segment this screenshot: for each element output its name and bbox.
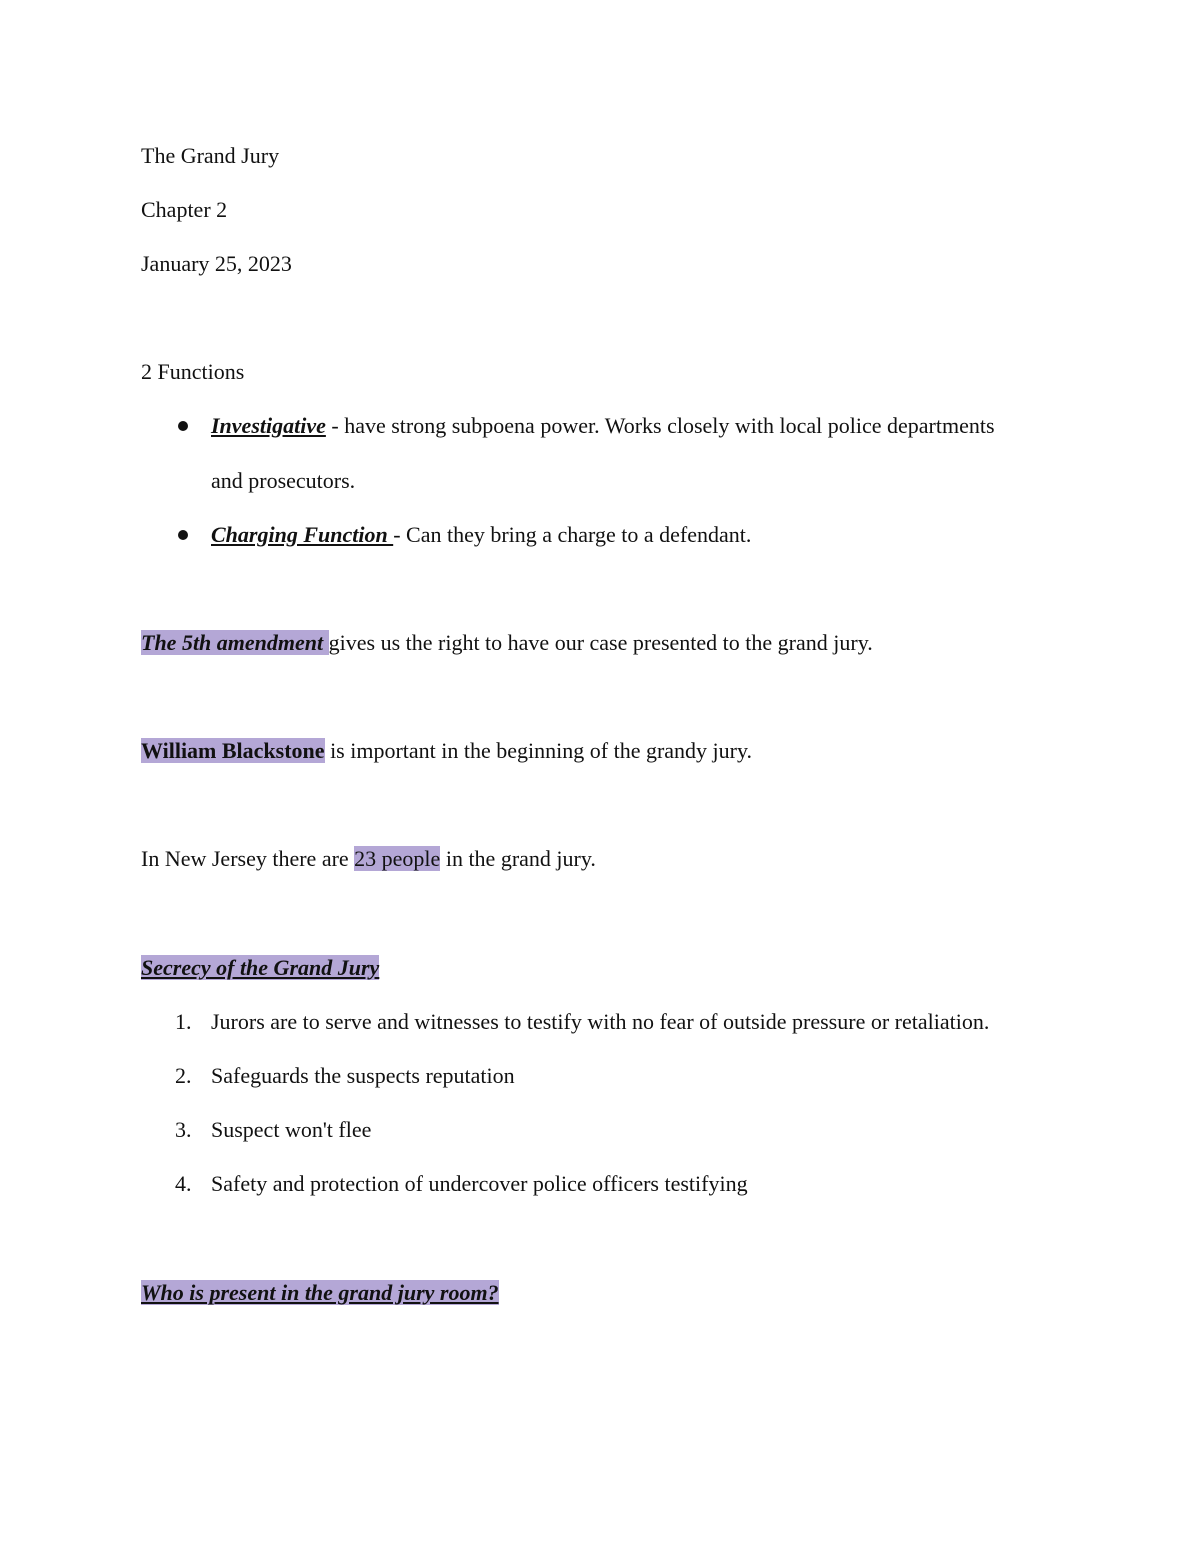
new-jersey-text-before: In New Jersey there are (141, 846, 355, 871)
secrecy-heading-text: Secrecy of the Grand Jury (141, 955, 380, 980)
function-term: Investigative (211, 413, 326, 438)
list-number: 2. (175, 1063, 192, 1088)
new-jersey-paragraph (141, 846, 596, 872)
amendment-highlight: The 5th amendment (141, 630, 329, 655)
bullet-icon (178, 530, 188, 540)
list-number: 1. (175, 1009, 192, 1034)
function-item-investigative (211, 413, 995, 439)
list-number: 3. (175, 1117, 192, 1142)
chapter-label: Chapter 2 (141, 197, 228, 222)
blackstone-text: is important in the beginning of the grandy jury. (324, 738, 753, 763)
bullet-icon (178, 421, 188, 431)
secrecy-item: Safety and protection of undercover police officers testifying (211, 1171, 748, 1196)
list-number: 4. (175, 1171, 192, 1196)
new-jersey-text-after: in the grand jury. (440, 846, 596, 871)
secrecy-item: Safeguards the suspects reputation (211, 1063, 515, 1088)
document-title: The Grand Jury (141, 143, 280, 168)
function-description: - Can they bring a charge to a defendant. (393, 522, 752, 547)
amendment-text: gives us the right to have our case presented to the grand jury. (328, 630, 873, 655)
secrecy-item: Suspect won't flee (211, 1117, 372, 1142)
function-description: - have strong subpoena power. Works closely with local police departments (325, 413, 995, 438)
who-present-heading-text: Who is present in the grand jury room? (141, 1280, 499, 1305)
function-term: Charging Function (211, 522, 394, 547)
secrecy-heading (141, 955, 379, 981)
secrecy-item: Jurors are to serve and witnesses to testify with no fear of outside pressure or retaliation. (211, 1009, 990, 1034)
date-label: January 25, 2023 (141, 251, 292, 276)
amendment-paragraph (141, 630, 873, 656)
new-jersey-highlight: 23 people (354, 846, 441, 871)
who-present-heading (141, 1280, 499, 1306)
blackstone-highlight: William Blackstone (141, 738, 325, 763)
blackstone-paragraph (141, 738, 752, 764)
function-item-charging (211, 522, 751, 548)
functions-heading: 2 Functions (141, 359, 245, 384)
function-description-continued: and prosecutors. (211, 468, 356, 493)
